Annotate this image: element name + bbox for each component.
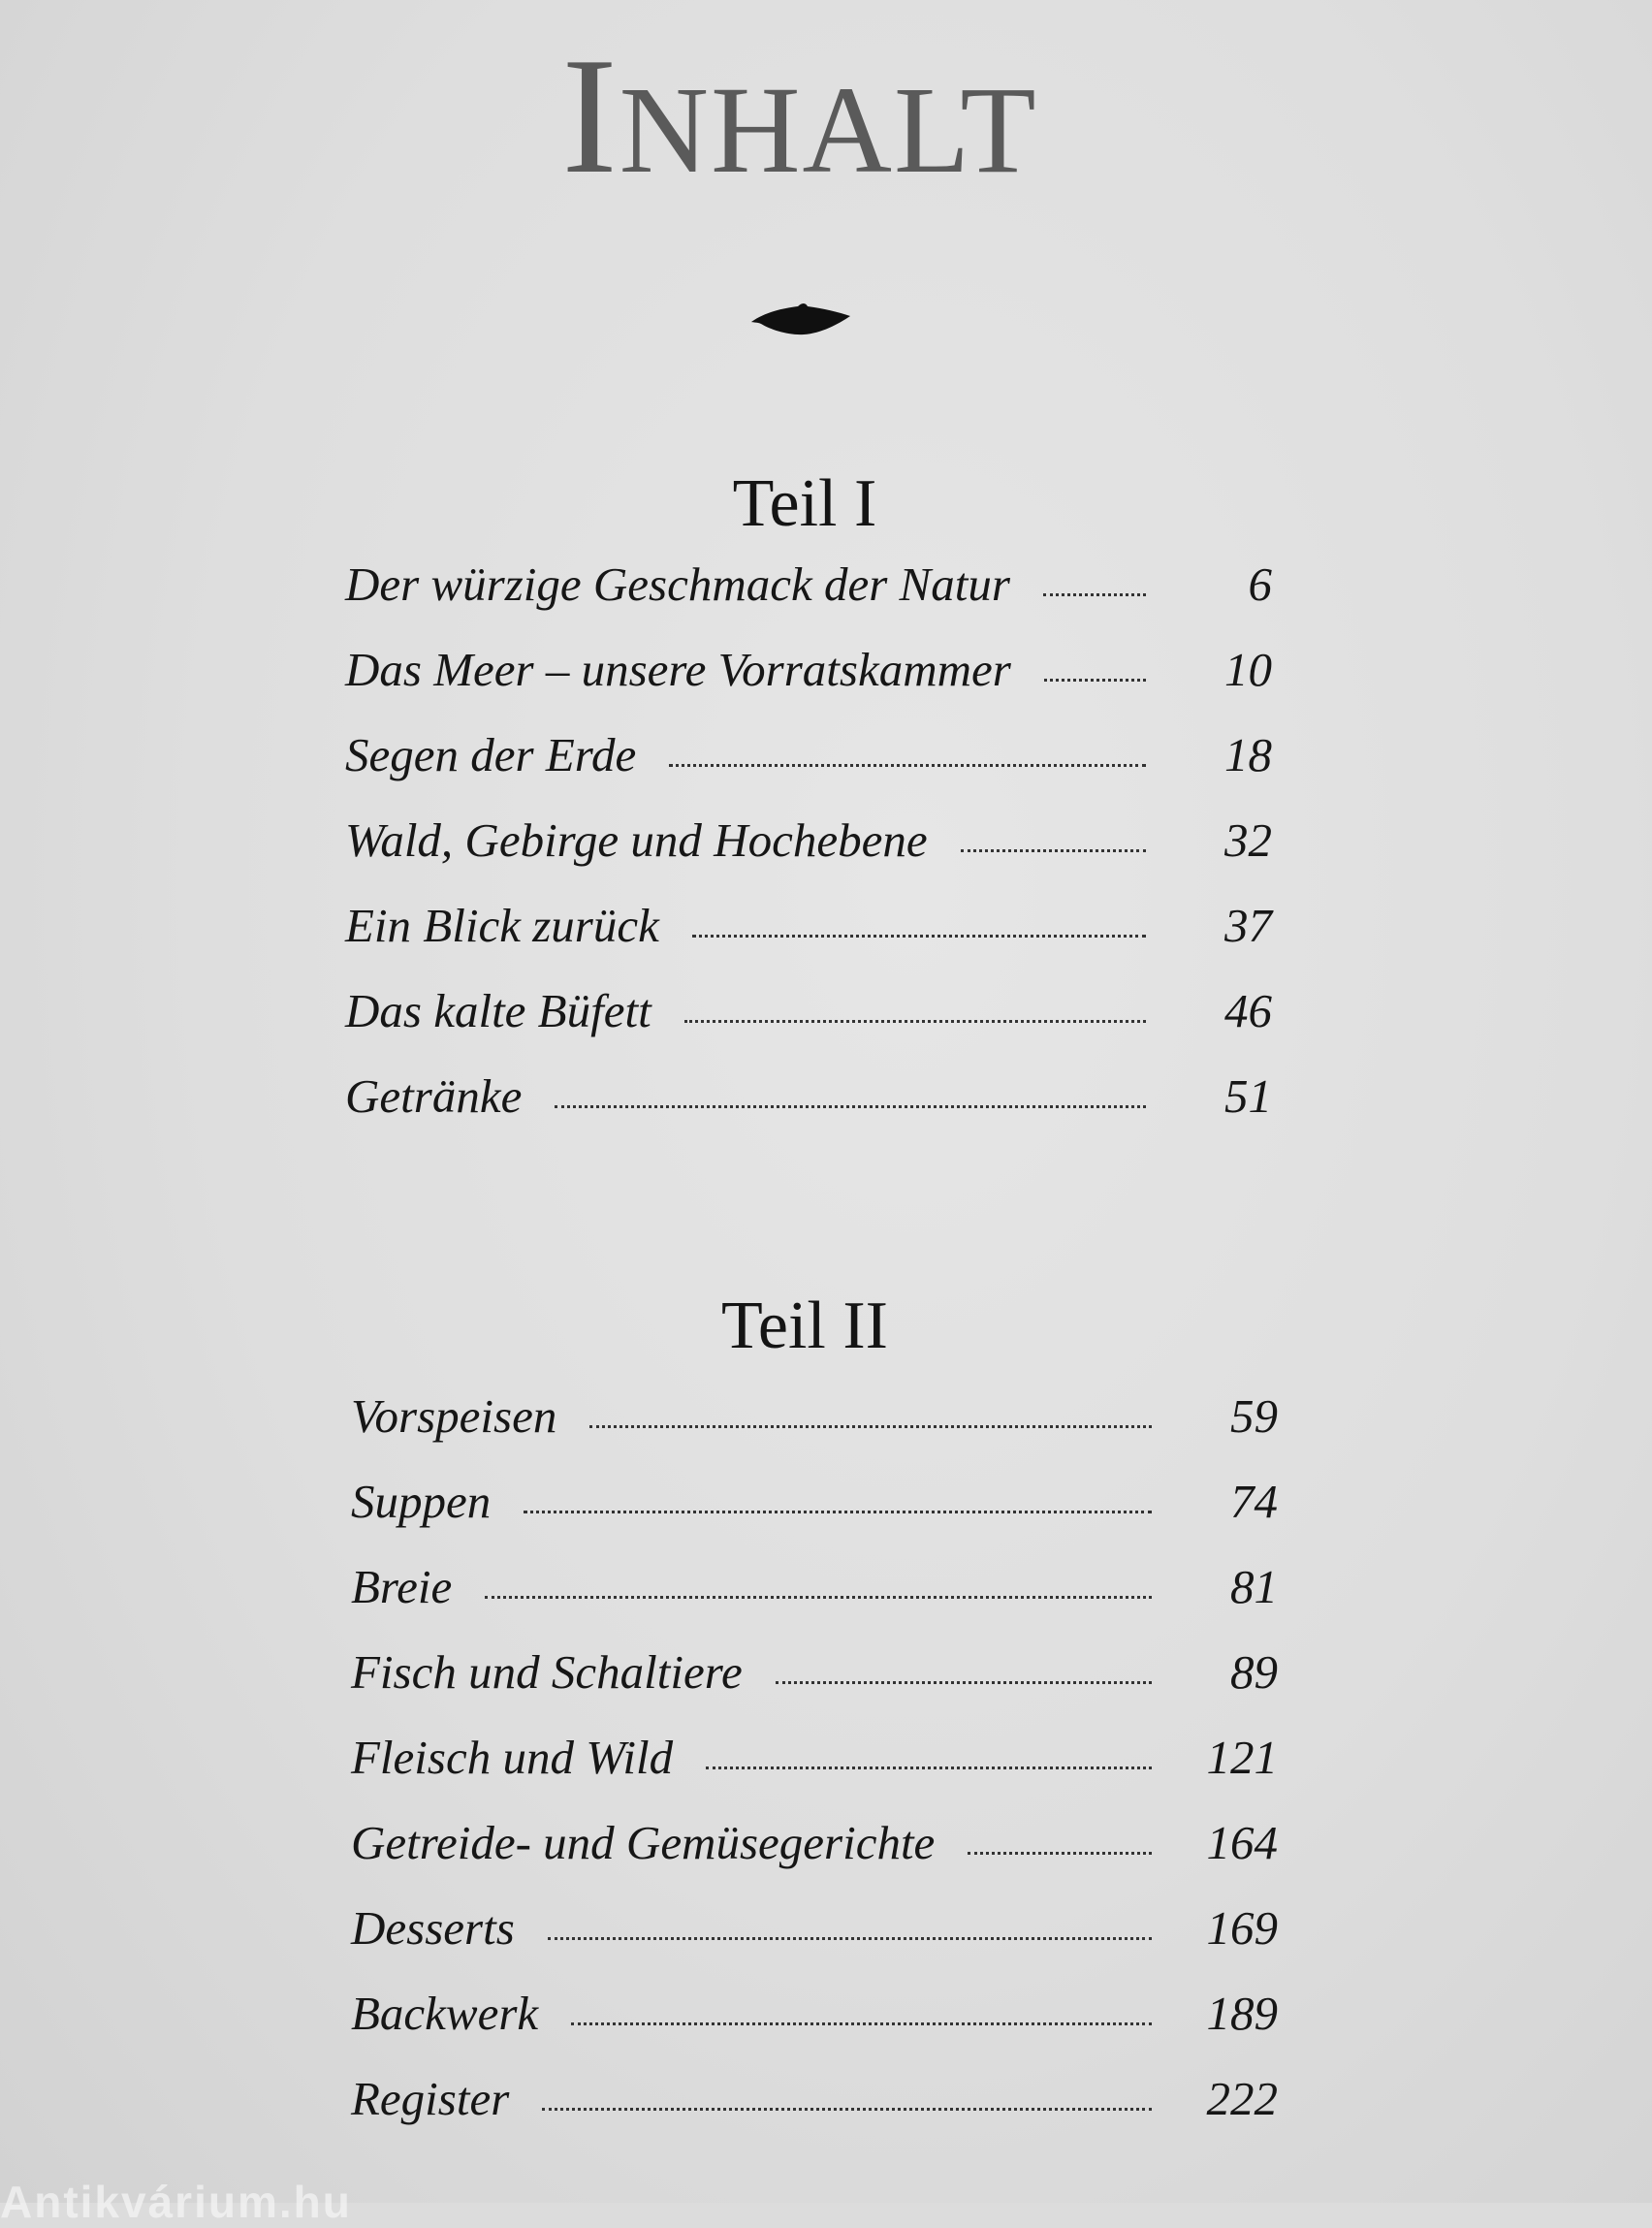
toc-list-teil-2 bbox=[351, 1388, 1278, 2156]
toc-entry[interactable] bbox=[351, 1644, 1278, 1730]
toc-entry[interactable] bbox=[351, 1559, 1278, 1644]
toc-entry-title: Breie bbox=[351, 1560, 453, 1613]
toc-entry-page: 51 bbox=[1224, 1069, 1272, 1123]
toc-entry-title: Fisch und Schaltiere bbox=[351, 1645, 743, 1699]
toc-list-teil-1 bbox=[345, 557, 1272, 1154]
dot-leader bbox=[961, 849, 1146, 852]
toc-entry-title: Desserts bbox=[351, 1901, 515, 1955]
section-title-teil-1: Teil I bbox=[732, 466, 877, 541]
toc-entry-title: Register bbox=[351, 2072, 510, 2125]
dot-leader bbox=[571, 2022, 1152, 2025]
toc-entry[interactable] bbox=[351, 1388, 1278, 1474]
toc-entry-page: 81 bbox=[1230, 1560, 1278, 1613]
toc-entry-title: Das kalte Büfett bbox=[345, 984, 651, 1037]
dot-leader bbox=[776, 1681, 1152, 1684]
toc-entry-page: 189 bbox=[1206, 1987, 1278, 2040]
toc-entry-title: Backwerk bbox=[351, 1987, 539, 2040]
toc-entry-page: 121 bbox=[1206, 1731, 1278, 1784]
watermark: Antikvárium.hu bbox=[0, 2177, 352, 2227]
toc-entry[interactable] bbox=[345, 812, 1272, 898]
dot-leader bbox=[692, 935, 1146, 938]
toc-entry[interactable] bbox=[345, 1068, 1272, 1154]
toc-entry-title: Segen der Erde bbox=[345, 728, 637, 781]
toc-entry-page: 74 bbox=[1230, 1475, 1278, 1528]
toc-entry-title: Fleisch und Wild bbox=[351, 1731, 674, 1784]
dot-leader bbox=[706, 1766, 1152, 1769]
toc-entry-page: 10 bbox=[1224, 643, 1272, 696]
toc-entry[interactable] bbox=[345, 983, 1272, 1068]
toc-entry-page: 18 bbox=[1224, 728, 1272, 781]
section-title-teil-2: Teil II bbox=[721, 1289, 888, 1363]
toc-entry-page: 46 bbox=[1224, 984, 1272, 1037]
toc-entry-title: Vorspeisen bbox=[351, 1389, 557, 1443]
dot-leader bbox=[548, 1937, 1152, 1940]
toc-entry-title: Das Meer – unsere Vorratskammer bbox=[345, 643, 1011, 696]
toc-entry-page: 164 bbox=[1206, 1816, 1278, 1869]
dot-leader bbox=[485, 1596, 1152, 1599]
toc-entry-page: 37 bbox=[1224, 899, 1272, 952]
page-title-initial: I bbox=[561, 24, 620, 208]
dot-leader bbox=[1044, 679, 1146, 682]
dot-leader bbox=[524, 1511, 1152, 1513]
toc-entry[interactable] bbox=[345, 727, 1272, 812]
toc-entry-title: Getränke bbox=[345, 1069, 523, 1123]
dot-leader bbox=[1043, 593, 1146, 596]
dot-leader bbox=[968, 1852, 1152, 1855]
toc-entry-page: 89 bbox=[1230, 1645, 1278, 1699]
toc-entry-page: 6 bbox=[1248, 557, 1272, 611]
dot-leader bbox=[555, 1105, 1146, 1108]
toc-entry-title: Ein Blick zurück bbox=[345, 899, 659, 952]
toc-entry[interactable] bbox=[351, 1474, 1278, 1559]
dot-leader bbox=[542, 2108, 1152, 2111]
toc-entry-title: Getreide- und Gemüsegerichte bbox=[351, 1816, 936, 1869]
toc-entry-page: 32 bbox=[1224, 813, 1272, 867]
toc-entry[interactable] bbox=[345, 557, 1272, 642]
toc-entry[interactable] bbox=[351, 1815, 1278, 1900]
leaf-ornament-icon bbox=[749, 301, 852, 339]
toc-entry[interactable] bbox=[351, 1986, 1278, 2071]
toc-entry-title: Wald, Gebirge und Hochebene bbox=[345, 813, 928, 867]
page-title-rest: NHALT bbox=[619, 61, 1038, 199]
dot-leader bbox=[589, 1425, 1152, 1428]
dot-leader bbox=[669, 764, 1146, 767]
toc-entry-page: 222 bbox=[1206, 2072, 1278, 2125]
toc-entry[interactable] bbox=[351, 1730, 1278, 1815]
page-title bbox=[0, 24, 1600, 217]
toc-entry[interactable] bbox=[345, 642, 1272, 727]
toc-entry[interactable] bbox=[351, 1900, 1278, 1986]
toc-entry-title: Der würzige Geschmack der Natur bbox=[345, 557, 1010, 611]
toc-entry-page: 59 bbox=[1230, 1389, 1278, 1443]
toc-entry[interactable] bbox=[345, 898, 1272, 983]
toc-entry-title: Suppen bbox=[351, 1475, 492, 1528]
dot-leader bbox=[684, 1020, 1146, 1023]
toc-entry[interactable] bbox=[351, 2071, 1278, 2156]
toc-entry-page: 169 bbox=[1206, 1901, 1278, 1955]
